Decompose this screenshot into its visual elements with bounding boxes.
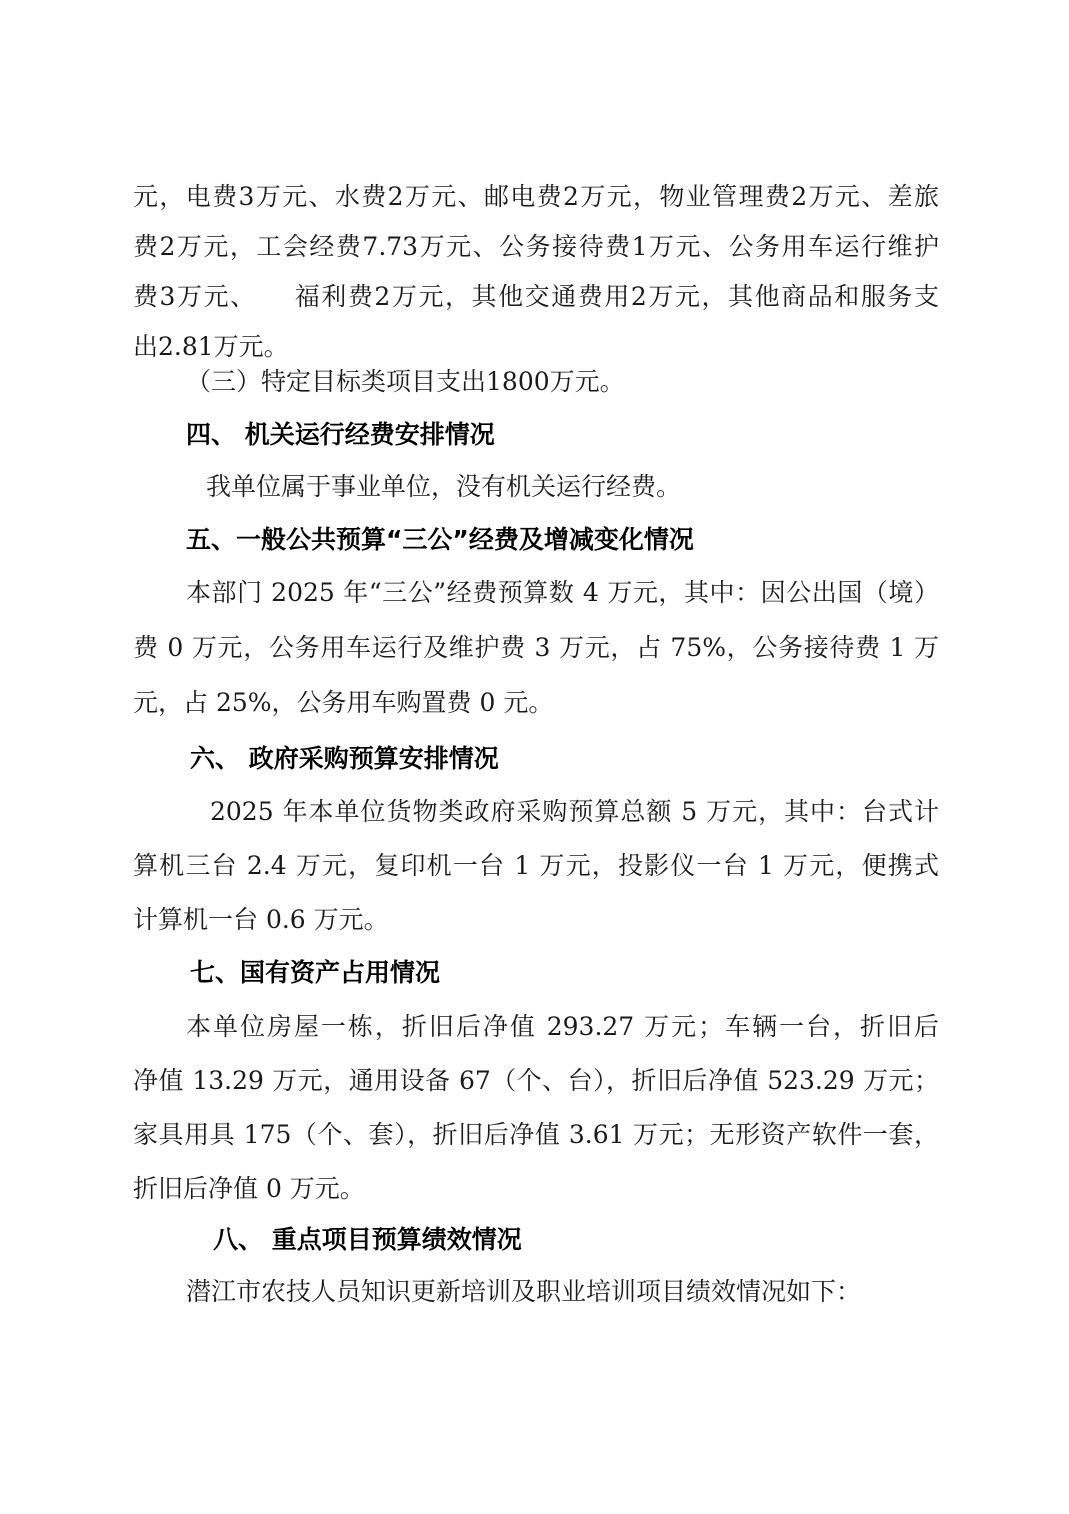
- paragraph-line: 出2.81万元。: [133, 332, 289, 361]
- section-heading-8: 八、 重点项目预算绩效情况: [213, 1225, 522, 1254]
- list-item-3: （三）特定目标类项目支出1800万元。: [186, 367, 625, 396]
- paragraph-line: 算机三台 2.4 万元，复印机一台 1 万元，投影仪一台 1 万元，便携式: [133, 851, 939, 880]
- section-heading-4: 四、 机关运行经费安排情况: [186, 420, 495, 449]
- paragraph-line: 本单位房屋一栋，折旧后净值 293.27 万元；车辆一台，折旧后: [186, 1012, 939, 1041]
- paragraph-line: 2025 年本单位货物类政府采购预算总额 5 万元，其中：台式计: [210, 797, 939, 826]
- section-heading-6: 六、 政府采购预算安排情况: [190, 744, 499, 773]
- paragraph-line: 费2万元，工会经费7.73万元、公务接待费1万元、公务用车运行维护: [133, 232, 939, 261]
- section-body-4: 我单位属于事业单位，没有机关运行经费。: [206, 472, 682, 501]
- section-heading-7: 七、国有资产占用情况: [190, 958, 441, 987]
- paragraph-line: 净值 13.29 万元，通用设备 67（个、台），折旧后净值 523.29 万元；: [133, 1066, 939, 1095]
- paragraph-line: 本部门 2025 年“三公”经费预算数 4 万元，其中：因公出国（境）: [186, 578, 939, 607]
- paragraph-line: 元，占 25%，公务用车购置费 0 元。: [133, 688, 554, 717]
- paragraph-line: 折旧后净值 0 万元。: [133, 1174, 365, 1203]
- paragraph-line: 费3万元、 福利费2万元，其他交通费用2万元，其他商品和服务支: [133, 282, 939, 311]
- paragraph-line: 计算机一台 0.6 万元。: [133, 905, 389, 934]
- section-heading-5: 五、一般公共预算“三公”经费及增减变化情况: [186, 525, 694, 554]
- paragraph-line: 家具用具 175（个、套），折旧后净值 3.61 万元；无形资产软件一套，: [133, 1120, 939, 1149]
- paragraph-line: 费 0 万元，公务用车运行及维护费 3 万元，占 75%，公务接待费 1 万: [133, 633, 939, 662]
- paragraph-line: 元，电费3万元、水费2万元、邮电费2万元，物业管理费2万元、差旅: [133, 182, 939, 211]
- section-body-8: 潜江市农技人员知识更新培训及职业培训项目绩效情况如下：: [186, 1277, 862, 1306]
